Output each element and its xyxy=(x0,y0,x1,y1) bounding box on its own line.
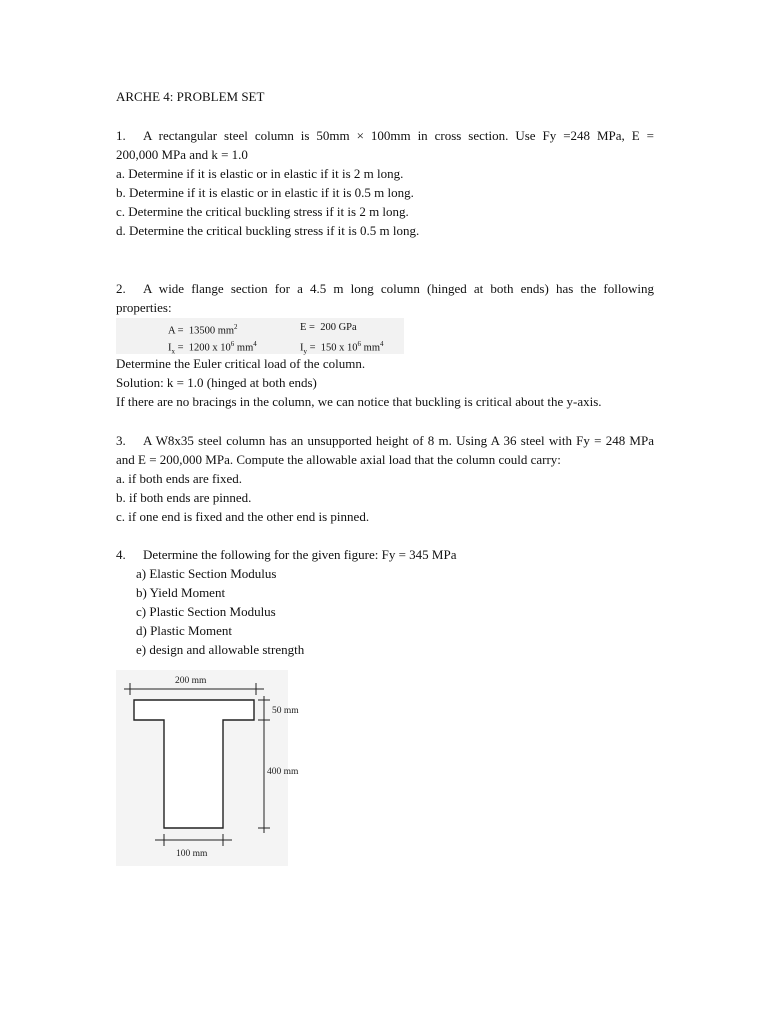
problem-3-line-1: A W8x35 steel column has an unsupported height of 8 m. Using A 36 steel with Fy = 248 MPa xyxy=(143,433,654,448)
web-width-label: 100 mm xyxy=(176,849,208,859)
ix-exponent: 6 xyxy=(230,340,235,348)
problem-1-line-1: A rectangular steel column is 50mm × 100mm in cross section. Use Fy =248 MPa, E = xyxy=(143,128,654,143)
problem-2-solution xyxy=(116,354,654,411)
list-item: d) Plastic Moment xyxy=(136,623,233,638)
ix-unit-exponent: 4 xyxy=(253,340,257,348)
list-item: b. if both ends are pinned. xyxy=(116,490,252,505)
iy-value: 150 x 10 xyxy=(320,342,358,354)
problem-2 xyxy=(116,279,654,317)
list-item: d. Determine the critical buckling stress if it is 0.5 m long. xyxy=(116,223,420,238)
modulus-label: E = xyxy=(300,322,315,333)
problem-number: 2. xyxy=(116,281,126,296)
list-item: c) Plastic Section Modulus xyxy=(136,604,276,619)
area-value: 13500 mm xyxy=(188,325,235,337)
ix-label: I xyxy=(168,342,172,354)
ix-value: 1200 x 10 xyxy=(188,342,231,354)
iy-exponent: 6 xyxy=(357,340,362,348)
problem-2-line-1: A wide flange section for a 4.5 m long column (hinged at both ends) has the following xyxy=(143,281,654,296)
problem-2-line-4: Solution: k = 1.0 (hinged at both ends) xyxy=(116,375,317,390)
flange-thickness-label: 50 mm xyxy=(272,706,299,716)
page-title: ARCHE 4: PROBLEM SET xyxy=(116,89,265,104)
list-item: e) design and allowable strength xyxy=(136,642,305,657)
problem-4-line-1: Determine the following for the given figure: Fy = 345 MPa xyxy=(143,547,457,562)
flange-width-label: 200 mm xyxy=(175,676,207,686)
modulus-value: 200 GPa xyxy=(320,322,357,333)
figure-background xyxy=(116,670,288,866)
problem-1 xyxy=(116,126,654,240)
list-item: a) Elastic Section Modulus xyxy=(136,566,277,581)
total-height-label: 400 mm xyxy=(267,767,299,777)
area-label: A = xyxy=(168,325,184,337)
iy-label: I xyxy=(300,342,304,354)
list-item: c. Determine the critical buckling stress if it is 2 m long. xyxy=(116,204,409,219)
properties-table xyxy=(116,318,404,354)
problem-2-line-5: If there are no bracings in the column, we can notice that buckling is critical about the y-axis. xyxy=(116,394,602,409)
problem-number: 1. xyxy=(116,128,126,143)
problem-2-line-2: properties: xyxy=(116,300,172,315)
list-item: b. Determine if it is elastic or in elastic if it is 0.5 m long. xyxy=(116,185,414,200)
problem-4-items xyxy=(136,564,304,659)
ix-unit: mm xyxy=(234,342,254,354)
iy-unit-exponent: 4 xyxy=(380,340,384,348)
iy-unit: mm xyxy=(361,342,381,354)
list-item: a. if both ends are fixed. xyxy=(116,471,242,486)
problem-3 xyxy=(116,431,654,526)
ix-equals: = xyxy=(175,342,184,354)
problem-2-line-3: Determine the Euler critical load of the column. xyxy=(116,356,366,371)
iy-subscript: y xyxy=(303,347,307,356)
area-exponent: 2 xyxy=(234,323,238,331)
ix-subscript: x xyxy=(171,347,175,356)
problem-number: 4. xyxy=(116,547,126,562)
list-item: c. if one end is fixed and the other end is pinned. xyxy=(116,509,370,524)
iy-equals: = xyxy=(307,342,316,354)
list-item: a. Determine if it is elastic or in elastic if it is 2 m long. xyxy=(116,166,404,181)
list-item: b) Yield Moment xyxy=(136,585,226,600)
problem-1-line-2: 200,000 MPa and k = 1.0 xyxy=(116,147,248,162)
problem-3-line-2: and E = 200,000 MPa. Compute the allowable axial load that the column could carry: xyxy=(116,452,561,467)
problem-number: 3. xyxy=(116,433,126,448)
problem-4 xyxy=(116,545,654,564)
